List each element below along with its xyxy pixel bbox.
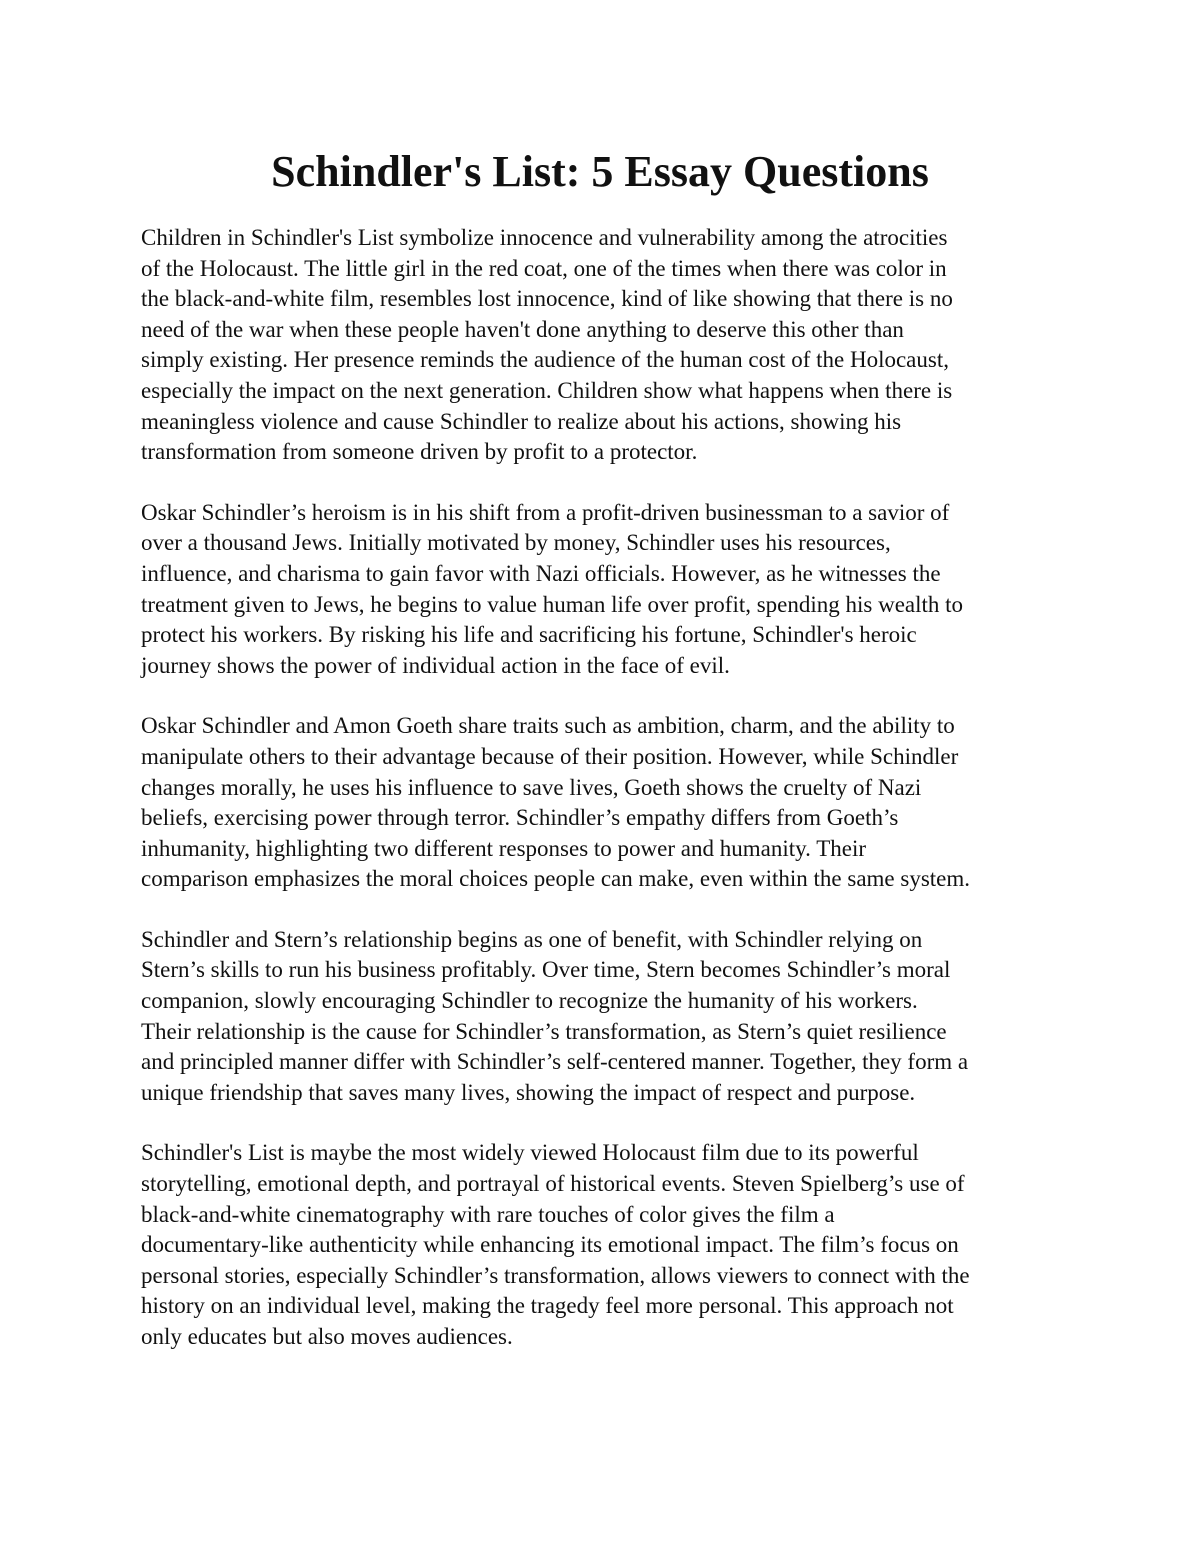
paragraph-line: history on an individual level, making the tragedy feel more personal. This approach not [141, 1293, 954, 1319]
paragraph-line: treatment given to Jews, he begins to value human life over profit, spending his wealth to [141, 591, 964, 617]
essay-paragraph [141, 1138, 1071, 1352]
paragraph-line: storytelling, emotional depth, and portrayal of historical events. Steven Spielberg’s use of [141, 1171, 965, 1197]
paragraph-line: the black-and-white film, resembles lost innocence, kind of like showing that there is no [141, 286, 953, 312]
paragraph-line: black-and-white cinematography with rare touches of color gives the film a [141, 1201, 835, 1227]
paragraph-line: protect his workers. By risking his life and sacrificing his fortune, Schindler's heroic [141, 622, 917, 648]
paragraph-line: Schindler and Stern’s relationship begins as one of benefit, with Schindler relying on [141, 926, 923, 952]
paragraph-line: Stern’s skills to run his business profitably. Over time, Stern becomes Schindler’s moral [141, 957, 951, 983]
paragraph-line: especially the impact on the next generation. Children show what happens when there is [141, 377, 953, 403]
paragraph-line: journey shows the power of individual action in the face of evil. [141, 652, 730, 678]
paragraph-line: meaningless violence and cause Schindler to realize about his actions, showing his [141, 408, 902, 434]
paragraph-line: need of the war when these people haven't done anything to deserve this other than [141, 316, 904, 342]
paragraph-line: transformation from someone driven by profit to a protector. [141, 439, 698, 465]
paragraph-line: Children in Schindler's List symbolize innocence and vulnerability among the atrocities [141, 225, 948, 250]
paragraph-line: influence, and charisma to gain favor with Nazi officials. However, as he witnesses the [141, 560, 941, 586]
paragraph-line: Oskar Schindler and Amon Goeth share traits such as ambition, charm, and the ability to [141, 713, 955, 739]
paragraph-line: manipulate others to their advantage because of their position. However, while Schindler [141, 743, 959, 769]
paragraph-line: companion, slowly encouraging Schindler to recognize the humanity of his workers. [141, 988, 918, 1014]
paragraph-line: of the Holocaust. The little girl in the red coat, one of the times when there was color in [141, 255, 947, 281]
paragraph-line: Their relationship is the cause for Schindler’s transformation, as Stern’s quiet resilience [141, 1018, 947, 1044]
paragraph-line: unique friendship that saves many lives, showing the impact of respect and purpose. [141, 1079, 916, 1105]
paragraph-line: simply existing. Her presence reminds the audience of the human cost of the Holocaust, [141, 347, 949, 373]
paragraph-line: only educates but also moves audiences. [141, 1324, 513, 1349]
paragraph-line: inhumanity, highlighting two different responses to power and humanity. Their [141, 835, 867, 861]
paragraph-line: and principled manner differ with Schindler’s self-centered manner. Together, they form a [141, 1049, 969, 1075]
paragraph-line: Oskar Schindler’s heroism is in his shift from a profit-driven businessman to a savior of [141, 499, 950, 525]
paragraph-line: comparison emphasizes the moral choices people can make, even within the same system. [141, 866, 971, 892]
paragraph-line: documentary-like authenticity while enhancing its emotional impact. The film’s focus on [141, 1232, 959, 1258]
essay-body [141, 223, 1071, 1383]
essay-paragraph [141, 223, 1071, 468]
paragraph-line: personal stories, especially Schindler’s transformation, allows viewers to connect with the [141, 1262, 970, 1288]
page-title: Schindler's List: 5 Essay Questions [271, 147, 929, 196]
paragraph-line: over a thousand Jews. Initially motivated by money, Schindler uses his resources, [141, 530, 891, 556]
paragraph-line: changes morally, he uses his influence to save lives, Goeth shows the cruelty of Nazi [141, 774, 922, 800]
essay-paragraph [141, 711, 1071, 895]
essay-paragraph [141, 498, 1071, 682]
paragraph-line: beliefs, exercising power through terror. Schindler’s empathy differs from Goeth’s [141, 805, 899, 831]
essay-paragraph [141, 925, 1071, 1109]
paragraph-line: Schindler's List is maybe the most widely viewed Holocaust film due to its powerful [141, 1140, 919, 1166]
